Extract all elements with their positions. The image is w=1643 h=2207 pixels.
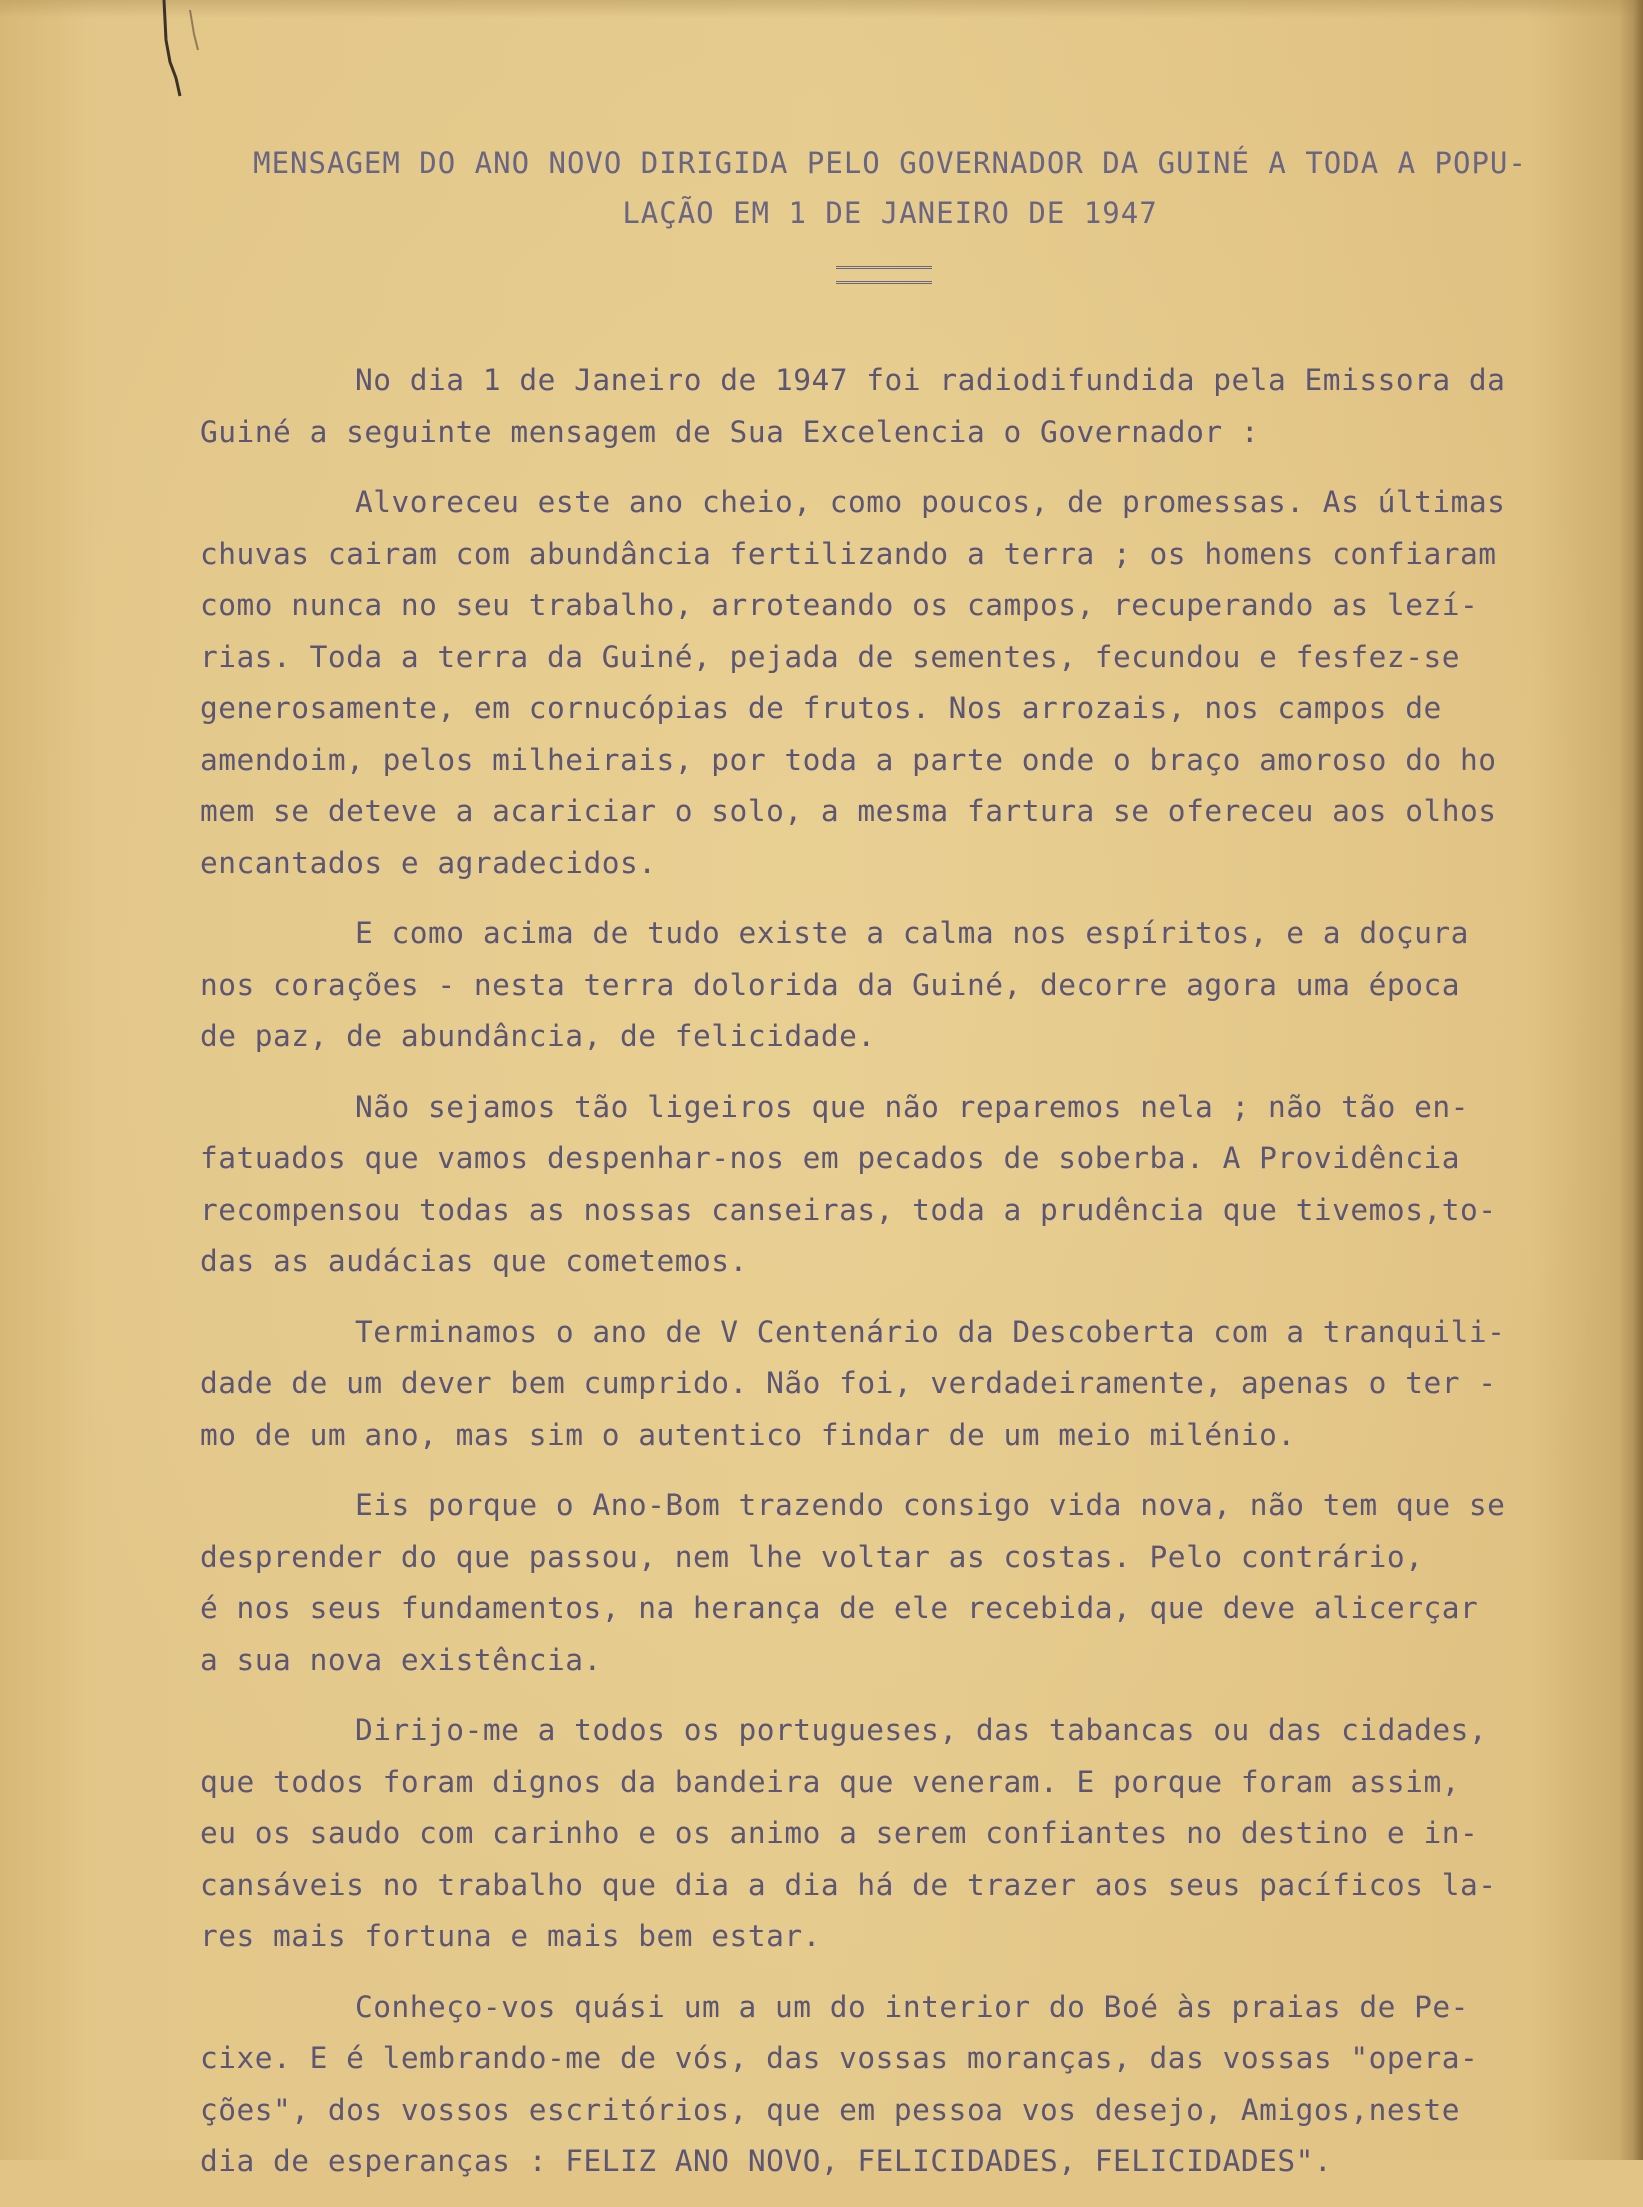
text-line: Conheço-vos quási um a um do interior do Boé às praias de Pe-: [355, 1989, 1469, 2024]
text-line: a sua nova existência.: [200, 1642, 602, 1677]
text-line: como nunca no seu trabalho, arroteando os campos, recuperando as lezí-: [200, 588, 1479, 622]
document-body: [200, 355, 1600, 2207]
title-underline-rule: [836, 266, 932, 284]
text-line: que todos foram dignos da bandeira que veneram. E porque foram assim,: [200, 1764, 1460, 1799]
text-line: dia de esperanças : FELIZ ANO NOVO, FELICIDADES, FELICIDADES".: [200, 2144, 1333, 2178]
paragraph: [200, 355, 1600, 458]
text-line: encantados e agradecidos.: [200, 845, 657, 880]
text-line: cixe. E é lembrando-me de vós, das vossas moranças, das vossas "opera-: [200, 2041, 1479, 2075]
title-line-2: LAÇÃO EM 1 DE JANEIRO DE 1947: [622, 196, 1158, 230]
text-line: rias. Toda a terra da Guiné, pejada de sementes, fecundou e fesfez-se: [200, 639, 1460, 674]
text-line: recompensou todas as nossas canseiras, toda a prudência que tivemos,to-: [200, 1192, 1497, 1227]
text-line: de paz, de abundância, de felicidade.: [200, 1019, 876, 1053]
text-line: Guiné a seguinte mensagem de Sua Excelencia o Governador :: [200, 414, 1260, 449]
text-line: chuvas cairam com abundância fertilizando a terra ; os homens confiaram: [200, 536, 1497, 571]
paragraph: [200, 1705, 1600, 1963]
text-line: dade de um dever bem cumprido. Não foi, verdadeiramente, apenas o ter -: [200, 1366, 1497, 1400]
paragraph: [200, 908, 1600, 1063]
paper-top-edge: [0, 0, 1643, 18]
text-line: Terminamos o ano de V Centenário da Descoberta com a tranquili-: [355, 1314, 1506, 1349]
text-line: amendoim, pelos milheirais, por toda a parte onde o braço amoroso do ho: [200, 742, 1497, 777]
text-line: generosamente, em cornucópias de frutos. Nos arrozais, nos campos de: [200, 691, 1442, 725]
text-line: fatuados que vamos despenhar-nos em pecados de soberba. A Providência: [200, 1141, 1460, 1175]
text-line: eu os saudo com carinho e os animo a serem confiantes no destino e in-: [200, 1816, 1479, 1850]
text-line: No dia 1 de Janeiro de 1947 foi radiodifundida pela Emissora da: [355, 363, 1506, 397]
paragraph: [200, 1480, 1600, 1686]
text-line: ções", dos vossos escritórios, que em pessoa vos desejo, Amigos,neste: [200, 2092, 1460, 2127]
text-line: E como acima de tudo existe a calma nos espíritos, e a doçura: [355, 916, 1469, 950]
document-title: [190, 138, 1590, 238]
paragraph: [200, 1307, 1600, 1462]
text-line: mem se deteve a acariciar o solo, a mesma fartura se ofereceu aos olhos: [200, 794, 1497, 828]
text-line: Eis porque o Ano-Bom trazendo consigo vida nova, não tem que se: [355, 1488, 1506, 1522]
text-line: mo de um ano, mas sim o autentico findar de um meio milénio.: [200, 1417, 1296, 1452]
text-line: Alvoreceu este ano cheio, como poucos, de promessas. As últimas: [355, 485, 1506, 519]
text-line: desprender do que passou, nem lhe voltar as costas. Pelo contrário,: [200, 1539, 1424, 1574]
title-line-1: MENSAGEM DO ANO NOVO DIRIGIDA PELO GOVERNADOR DA GUINÉ A TODA A POPU-: [253, 146, 1527, 180]
paragraph: [200, 1982, 1600, 2188]
paragraph: [200, 477, 1600, 889]
text-line: das as audácias que cometemos.: [200, 1244, 748, 1278]
text-line: Dirijo-me a todos os portugueses, das tabancas ou das cidades,: [355, 1713, 1488, 1747]
text-line: é nos seus fundamentos, na herança de ele recebida, que deve alicerçar: [200, 1591, 1479, 1625]
text-line: res mais fortuna e mais bem estar.: [200, 1919, 821, 1953]
text-line: nos corações - nesta terra dolorida da Guiné, decorre agora uma época: [200, 967, 1460, 1002]
paper-right-edge: [1619, 0, 1643, 2160]
text-line: cansáveis no trabalho que dia a dia há de trazer aos seus pacíficos la-: [200, 1867, 1497, 1902]
text-line: Não sejamos tão ligeiros que não reparemos nela ; não tão en-: [355, 1089, 1469, 1124]
paragraph: [200, 1082, 1600, 1288]
pin-mark-icon: [150, 0, 210, 100]
